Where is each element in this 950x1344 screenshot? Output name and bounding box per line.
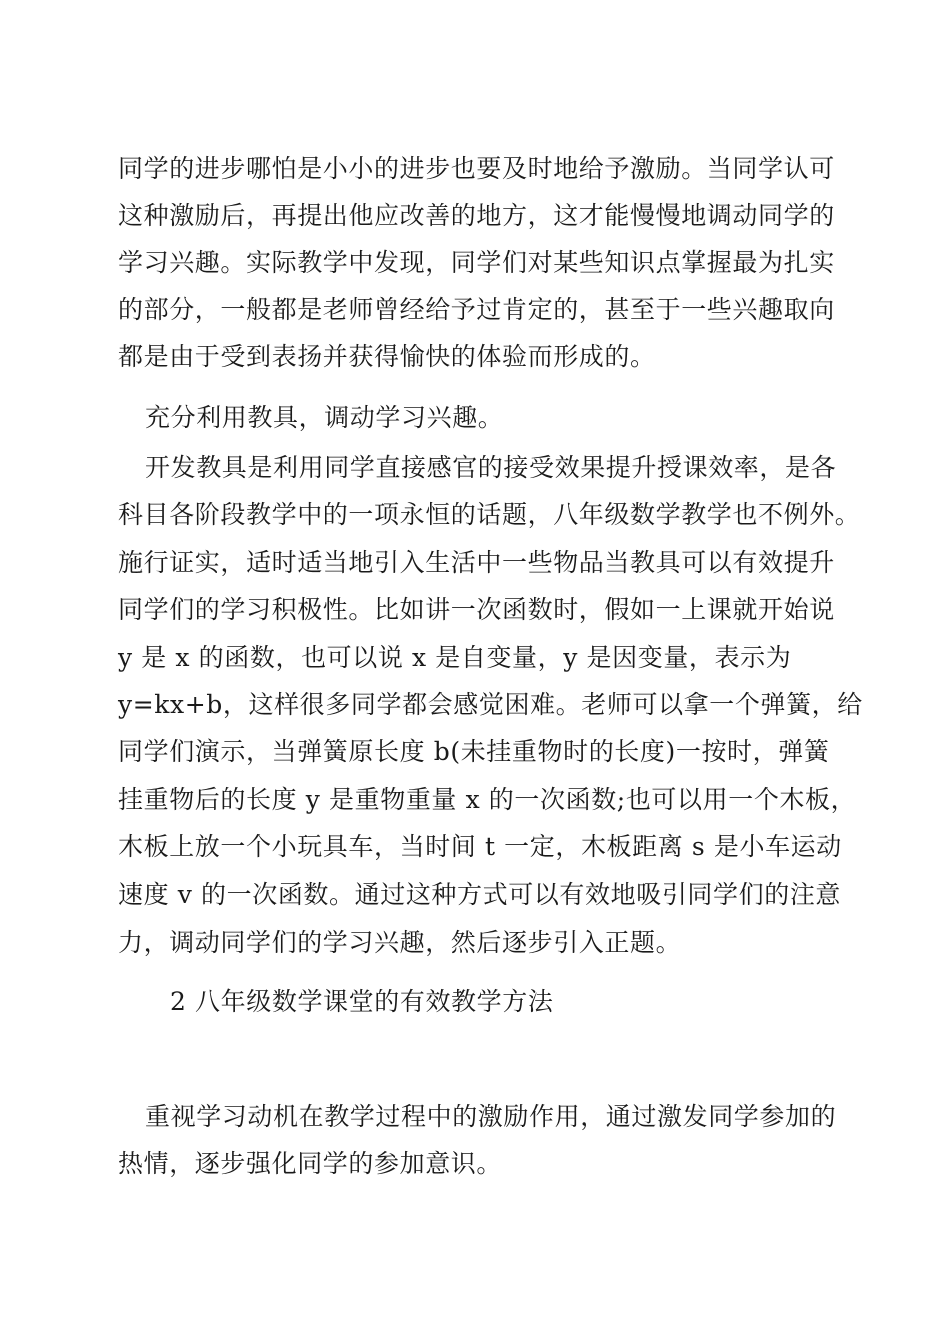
text-line: 同学们演示，当弹簧原长度 b(未挂重物时的长度)一按时，弹簧	[118, 737, 830, 766]
text-line: 速度 v 的一次函数。通过这种方式可以有效地吸引同学们的注意	[118, 880, 842, 909]
text-line: 施行证实，适时适当地引入生活中一些物品当教具可以有效提升	[118, 548, 835, 577]
section-heading: 2 八年级数学课堂的有效教学方法	[170, 987, 554, 1016]
text-line: 挂重物后的长度 y 是重物重量 x 的一次函数;也可以用一个木板，	[118, 785, 857, 814]
text-line: 的部分，一般都是老师曾经给予过肯定的，甚至于一些兴趣取向	[118, 295, 835, 324]
text-line: 热情，逐步强化同学的参加意识。	[118, 1149, 503, 1178]
text-line: 科目各阶段教学中的一项永恒的话题，八年级数学教学也不例外。	[118, 500, 861, 529]
text-line: 开发教具是利用同学直接感官的接受效果提升授课效率，是各	[145, 453, 837, 482]
text-line: y=kx+b，这样很多同学都会感觉困难。老师可以拿一个弹簧，给	[118, 690, 863, 719]
text-line: 同学的进步哪怕是小小的进步也要及时地给予激励。当同学认可	[118, 154, 835, 183]
text-line: 木板上放一个小玩具车，当时间 t 一定，木板距离 s 是小车运动	[118, 832, 842, 861]
text-line: 重视学习动机在教学过程中的激励作用，通过激发同学参加的	[145, 1102, 837, 1131]
text-line: 都是由于受到表扬并获得愉快的体验而形成的。	[118, 342, 656, 371]
text-line: y 是 x 的函数，也可以说 x 是自变量，y 是因变量，表示为	[118, 643, 792, 672]
text-line: 力，调动同学们的学习兴趣，然后逐步引入正题。	[118, 928, 682, 957]
section-heading: 充分利用教具，调动学习兴趣。	[145, 403, 504, 432]
text-line: 学习兴趣。实际教学中发现，同学们对某些知识点掌握最为扎实	[118, 248, 835, 277]
text-line: 这种激励后，再提出他应改善的地方，这才能慢慢地调动同学的	[118, 201, 835, 230]
text-line: 同学们的学习积极性。比如讲一次函数时，假如一上课就开始说	[118, 595, 835, 624]
